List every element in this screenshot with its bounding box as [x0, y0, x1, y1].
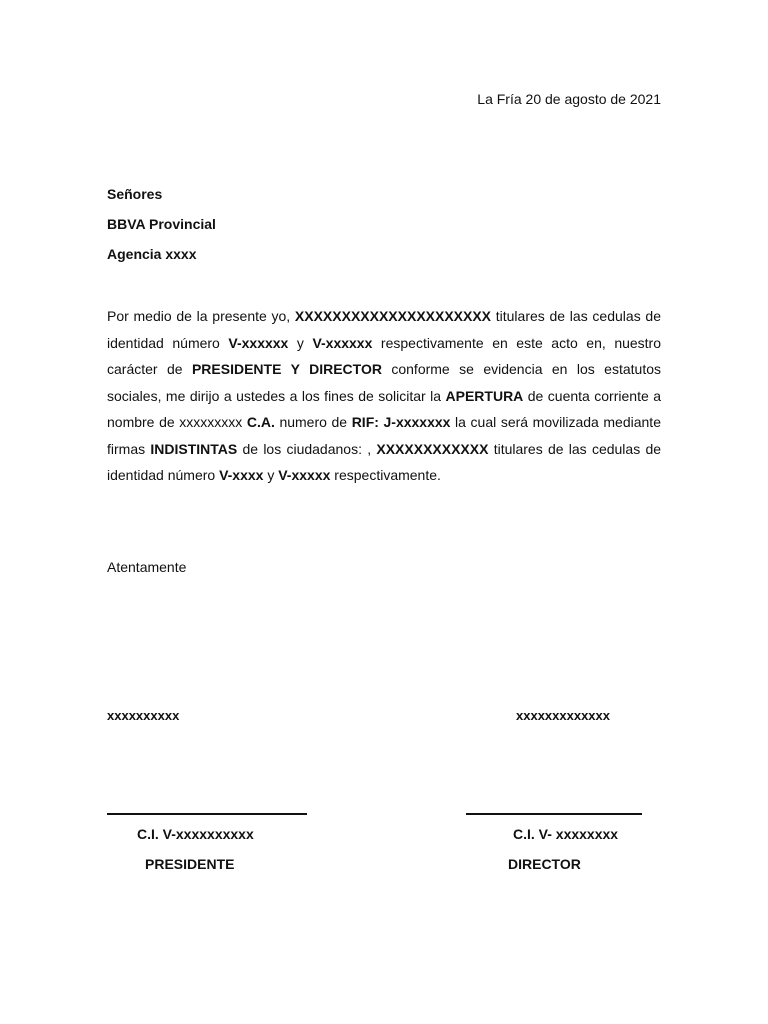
body-text-run: y: [263, 467, 279, 483]
signatory-id-president: C.I. V-xxxxxxxxxx: [137, 826, 254, 842]
signature-line-director: [466, 813, 642, 815]
recipient-agency: Agencia xxxx: [107, 246, 197, 262]
body-bold-run: V-xxxx: [219, 467, 264, 483]
body-bold-run: XXXXXXXXXXXX: [376, 440, 489, 457]
body-text-run: titulares de las cedulas de identidad número: [107, 440, 662, 483]
body-bold-run: RIF: J-xxxxxxx: [351, 414, 451, 430]
body-bold-run: XXXXXXXXXXXXXXXXXXXXX: [294, 308, 492, 324]
body-bold-run: C.A.: [246, 414, 275, 430]
recipient-block: [107, 179, 216, 269]
body-bold-run: V-xxxxxx: [312, 334, 373, 351]
signatory-role-director: DIRECTOR: [508, 856, 581, 872]
body-text-run: numero de: [274, 414, 352, 430]
body-text-run: respectivamente en este acto en, nuestro carácter de: [107, 334, 662, 377]
signatory-name-director: xxxxxxxxxxxxx: [516, 708, 610, 723]
body-text-run: titulares de las cedulas de identidad número: [107, 308, 661, 351]
signatory-id-director: C.I. V- xxxxxxxx: [513, 826, 619, 842]
body-bold-run: V-xxxxx: [278, 467, 331, 483]
letter-body: [107, 303, 661, 489]
signatory-role-president: PRESIDENTE: [145, 856, 235, 872]
body-text-run: conforme se evidencia en los estatutos sociales, me dirijo a ustedes a los fines de solicitar la: [107, 361, 661, 404]
body-text-run: de los ciudadanos: ,: [237, 440, 377, 457]
recipient-salutation: Señores: [107, 186, 163, 202]
recipient-bank: BBVA Provincial: [107, 216, 216, 232]
closing: Atentamente: [107, 559, 187, 575]
body-bold-run: INDISTINTAS: [150, 440, 238, 457]
body-text-run: Por medio de la presente yo,: [107, 308, 295, 324]
body-bold-run: V-xxxxxx: [228, 334, 289, 351]
signature-line-president: [107, 813, 307, 815]
body-text-run: de cuenta corriente a nombre de xxxxxxxxx: [107, 387, 661, 430]
body-text-run: y: [288, 334, 313, 351]
letter-date: La Fría 20 de agosto de 2021: [477, 91, 661, 107]
body-text-run: respectivamente.: [330, 467, 441, 483]
body-bold-run: PRESIDENTE Y DIRECTOR: [191, 361, 382, 377]
signatory-name-president: xxxxxxxxxx: [107, 708, 180, 723]
body-bold-run: APERTURA: [445, 387, 524, 404]
body-text-run: la cual será movilizada mediante firmas: [107, 414, 661, 457]
